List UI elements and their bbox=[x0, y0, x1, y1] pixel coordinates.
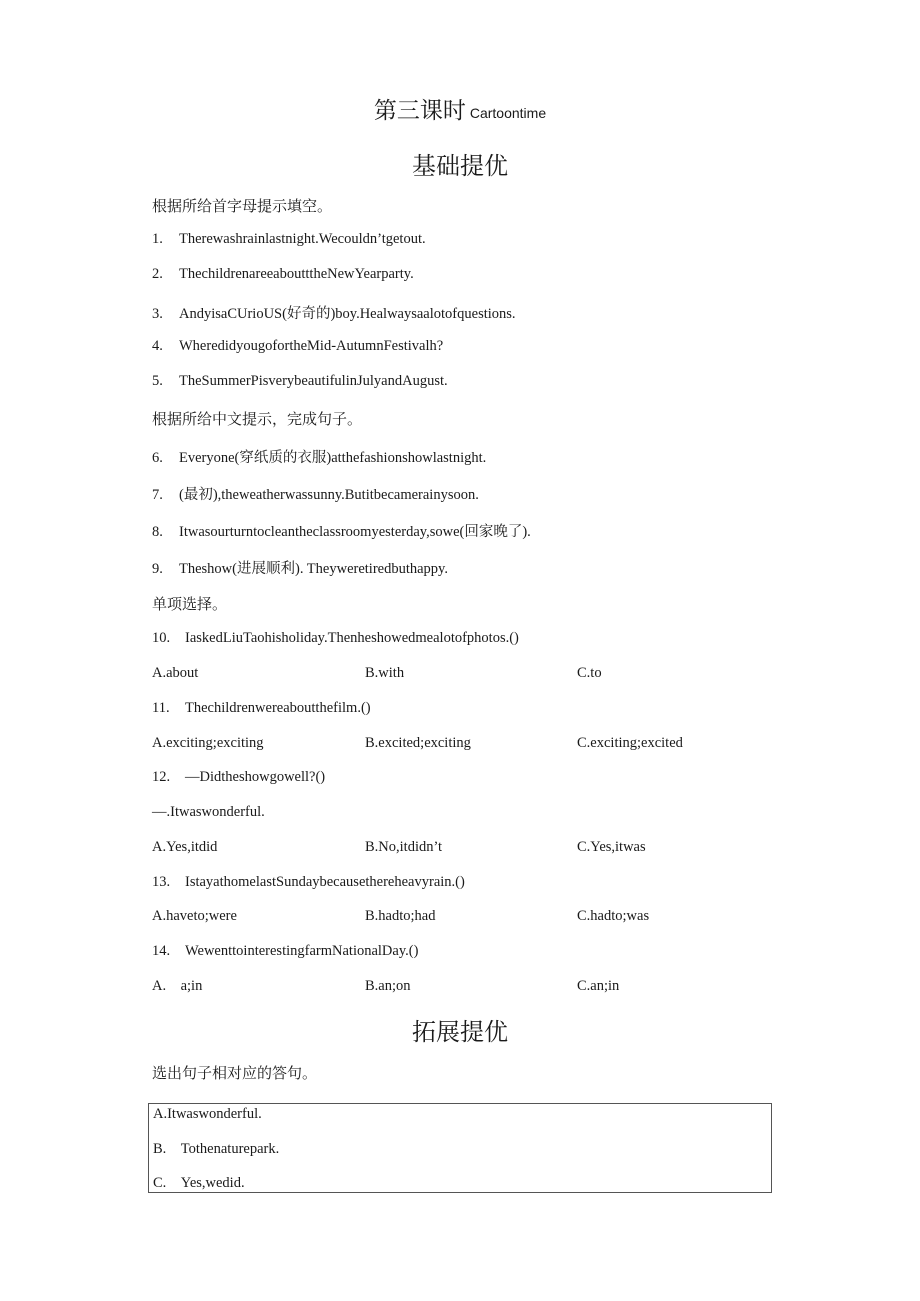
question-number: 9. bbox=[152, 561, 163, 577]
instruction-multiple-choice: 单项选择。 bbox=[152, 597, 228, 613]
question-12-answer-line: —.Itwaswonderful. bbox=[152, 804, 265, 820]
question-text: —Didtheshowgowell?() bbox=[185, 769, 326, 785]
option-c: C.hadto;was bbox=[577, 908, 650, 924]
option-c: C.an;in bbox=[577, 978, 620, 994]
option-a: A.exciting;exciting bbox=[152, 735, 264, 751]
option-a: A.Yes,itdid bbox=[152, 839, 218, 855]
question-8 bbox=[152, 520, 531, 541]
question-number: 5. bbox=[152, 373, 163, 389]
question-9 bbox=[152, 557, 448, 578]
question-number: 14. bbox=[152, 943, 171, 959]
option-c: C.Yes,itwas bbox=[577, 839, 646, 855]
question-number: 6. bbox=[152, 450, 163, 466]
question-number: 3. bbox=[152, 306, 163, 322]
page-title bbox=[0, 92, 920, 125]
question-number: 7. bbox=[152, 487, 163, 503]
option-b: B.hadto;had bbox=[365, 908, 436, 924]
question-number: 12. bbox=[152, 769, 171, 785]
question-number: 10. bbox=[152, 630, 171, 646]
question-2 bbox=[152, 266, 414, 283]
question-text: Theshow(进展顺利). Theyweretiredbuthappy. bbox=[179, 561, 448, 577]
question-text: Everyone(穿纸质的衣服)atthefashionshowlastnight. bbox=[179, 450, 487, 466]
question-13 bbox=[152, 874, 465, 891]
option-b: B.No,itdidn’t bbox=[365, 839, 443, 855]
option-c: C.exciting;excited bbox=[577, 735, 683, 751]
option-b: B.excited;exciting bbox=[365, 735, 471, 751]
answer-choice-c: C. Yes,wedid. bbox=[153, 1175, 245, 1191]
question-12 bbox=[152, 769, 325, 786]
question-number: 8. bbox=[152, 524, 163, 540]
question-number: 2. bbox=[152, 266, 163, 282]
answer-choice-a: A.Itwaswonderful. bbox=[153, 1106, 262, 1122]
question-10 bbox=[152, 630, 519, 647]
question-7 bbox=[152, 483, 479, 504]
question-text: AndyisaCUrioUS(好奇的)boy.Healwaysaalotofquestions. bbox=[179, 306, 516, 322]
option-b: B.with bbox=[365, 665, 405, 681]
section-heading-extension: 拓展提优 bbox=[412, 1020, 508, 1046]
title-en: Cartoontime bbox=[469, 105, 547, 121]
instruction-complete-sentences: 根据所给中文提示，完成句子。 bbox=[152, 412, 363, 428]
answer-choice-b: B. Tothenaturepark. bbox=[153, 1141, 280, 1157]
instruction-fill-blank: 根据所给首字母提示填空。 bbox=[152, 199, 333, 215]
question-text: Itwasourturntocleantheclassroomyesterday,sowe(回家晚了). bbox=[179, 524, 531, 540]
option-c: C.to bbox=[577, 665, 602, 681]
question-number: 13. bbox=[152, 874, 171, 890]
option-a: A. a;in bbox=[152, 978, 203, 994]
section-heading-basic: 基础提优 bbox=[412, 154, 508, 180]
question-text: IaskedLiuTaohisholiday.Thenheshowedmealotofphotos.() bbox=[185, 630, 519, 646]
question-number: 4. bbox=[152, 338, 163, 354]
option-a: A.about bbox=[152, 665, 199, 681]
question-text: (最初),theweatherwassunny.Butitbecamerainysoon. bbox=[179, 487, 479, 503]
question-1 bbox=[152, 231, 426, 248]
question-text: Therewashrainlastnight.Wecouldn’tgetout. bbox=[179, 231, 426, 247]
question-text: ThechildrenareeaboutttheNewYearparty. bbox=[179, 266, 414, 282]
question-text: TheSummerPisverybeautifulinJulyandAugust. bbox=[179, 373, 448, 389]
question-number: 11. bbox=[152, 700, 170, 716]
question-text: Thechildrenwereaboutthefilm.() bbox=[185, 700, 371, 716]
question-text: WewenttointerestingfarmNationalDay.() bbox=[185, 943, 419, 959]
question-6 bbox=[152, 446, 486, 467]
title-cn: 第三课时 bbox=[373, 98, 466, 123]
question-4 bbox=[152, 338, 443, 355]
question-5 bbox=[152, 373, 448, 390]
question-14 bbox=[152, 943, 418, 960]
instruction-match-answers: 选出句子相对应的答句。 bbox=[152, 1066, 318, 1082]
question-number: 1. bbox=[152, 231, 163, 247]
option-a: A.haveto;were bbox=[152, 908, 237, 924]
question-3 bbox=[152, 302, 516, 323]
answer-choices-box bbox=[148, 1103, 772, 1193]
question-11 bbox=[152, 700, 371, 717]
question-text: IstayathomelastSundaybecausethereheavyrain.() bbox=[185, 874, 465, 890]
question-text: WheredidyougofortheMid-AutumnFestivalh? bbox=[179, 338, 444, 354]
option-b: B.an;on bbox=[365, 978, 411, 994]
